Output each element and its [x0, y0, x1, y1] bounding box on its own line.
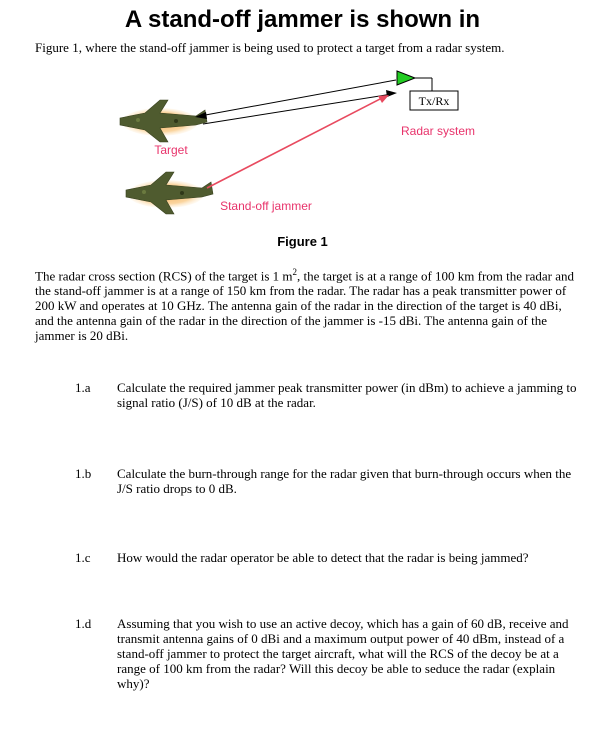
- target-aircraft-icon: [120, 100, 207, 142]
- target-label: Target: [154, 143, 188, 157]
- paragraph-part1: The radar cross section (RCS) of the target is 1 m: [35, 268, 293, 284]
- figure-1: [0, 60, 605, 230]
- question-number: 1.c: [75, 550, 91, 565]
- paragraph-part2: , the target is at a range of 100 km from the radar and the stand-off jammer is at a range of 150 km from the radar. The radar has a peak transmitter power of 200 kW and operates at 10 GHz. The antenna gain of the radar in the direction of the target is 40 dBi, and the antenna gain of the radar in the direction of the jammer is -15 dBi. The antenna gain of the jammer is 20 dBi.: [35, 268, 575, 344]
- jammer-label: Stand-off jammer: [220, 199, 312, 213]
- radar-txrx-label: Tx/Rx: [418, 94, 450, 108]
- intro-text: Figure 1, where the stand-off jammer is being used to protect a target from a radar system.: [35, 40, 505, 55]
- radar-system-label: Radar system: [400, 124, 476, 138]
- paragraph-superscript: 2: [292, 267, 298, 277]
- question-number: 1.b: [75, 466, 92, 481]
- question-text: How would the radar operator be able to detect that the radar is being jammed?: [117, 550, 529, 565]
- jammer-aircraft-icon: [126, 172, 213, 214]
- figure-caption: Figure 1: [277, 234, 328, 249]
- question-text: Calculate the required jammer peak transmitter power (in dBm) to achieve a jamming to signal ratio (J/S) of 10 dB at the radar.: [117, 380, 577, 410]
- question-text: Assuming that you wish to use an active decoy, which has a gain of 60 dB, receive and transmit antenna gains of 0 dBi and a maximum output power of 40 dBm, instead of a stand-off jammer to protect the target aircraft, what will the RCS of the decoy be at a range of 100 km from the radar? Will this decoy be able to seduce the radar (explain why)?: [117, 616, 569, 691]
- document-title: A stand-off jammer is shown in: [124, 6, 481, 33]
- question-number: 1.a: [75, 380, 91, 395]
- jamming-signal-arrow: [207, 97, 384, 188]
- question-text: Calculate the burn-through range for the radar given that burn-through occurs when the J/S ratio drops to 0 dB.: [117, 466, 572, 496]
- radar-antenna-icon: [397, 71, 415, 85]
- question-number: 1.d: [75, 616, 92, 631]
- problem-paragraph: [35, 265, 583, 343]
